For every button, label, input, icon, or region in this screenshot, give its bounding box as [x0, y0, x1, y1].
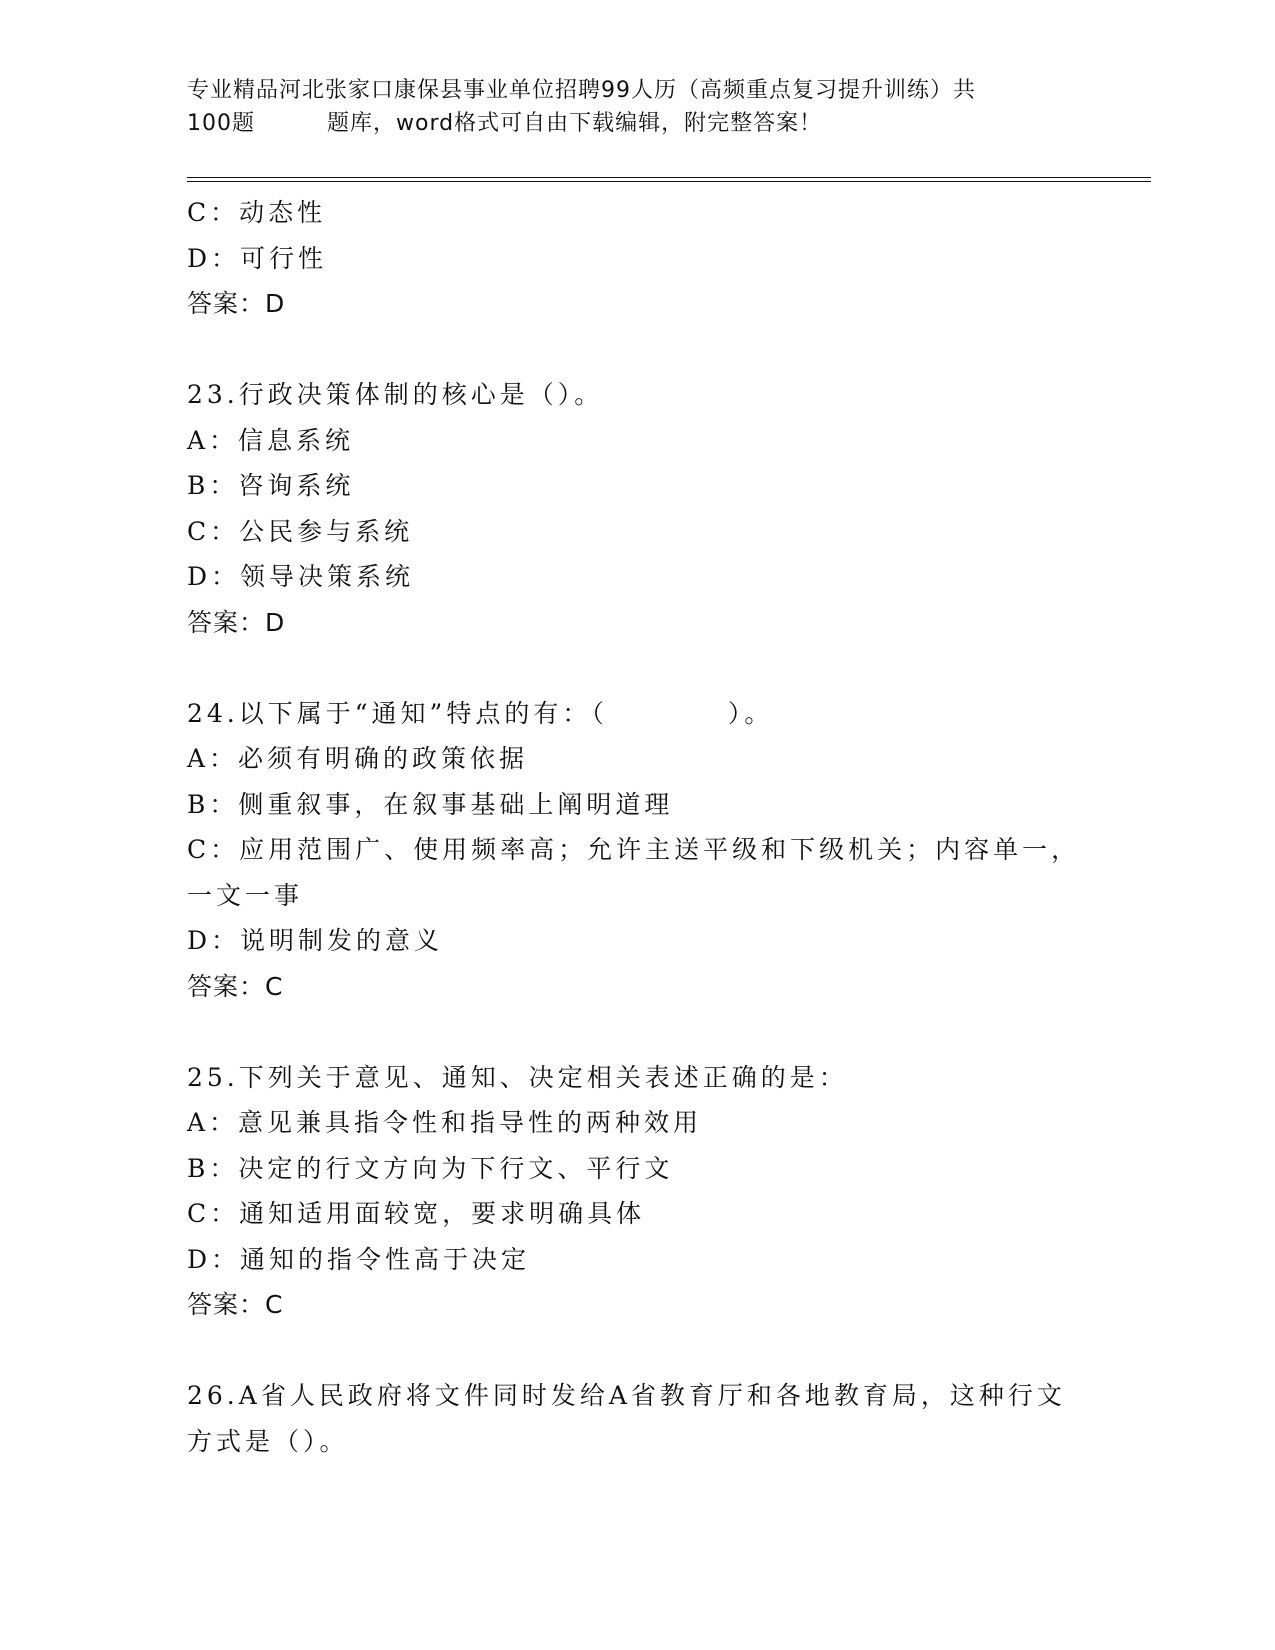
document-header: [187, 74, 1067, 140]
header-description: 题库，word格式可自由下载编辑，附完整答案！: [327, 111, 823, 136]
option-b: B：决定的行文方向为下行文、平行文: [187, 1153, 674, 1183]
question-26: [187, 1373, 1067, 1464]
question-22-continued: [187, 190, 1067, 327]
question-stem: 25.下列关于意见、通知、决定相关表述正确的是：: [187, 1062, 848, 1092]
answer: 答案：C: [187, 971, 284, 1001]
option-d: D：通知的指令性高于决定: [187, 1244, 531, 1274]
header-line-1: 专业精品河北张家口康保县事业单位招聘99人历（高频重点复习提升训练）共: [187, 78, 976, 103]
question-stem-line-1: 26.A省人民政府将文件同时发给A省教育厅和各地教育局，这种行文: [187, 1381, 1066, 1410]
question-stem: [187, 691, 1067, 737]
question-stem-left: 24.以下属于“通知”特点的有：（: [187, 698, 608, 728]
answer: 答案：C: [187, 1290, 284, 1319]
option-c: C：通知适用面较宽，要求明确具体: [187, 1199, 646, 1228]
option-c: C：动态性: [187, 198, 327, 227]
question-stem: 23.行政决策体制的核心是（）。: [187, 380, 604, 409]
option-a: A：信息系统: [187, 425, 355, 455]
header-line-2: [187, 107, 1067, 140]
option-c-line-1: C：应用范围广、使用频率高；允许主送平级和下级机关；内容单一，: [187, 835, 1081, 864]
header-divider-bottom: [187, 181, 1151, 182]
option-d: D：说明制发的意义: [187, 926, 444, 955]
answer: 答案：D: [187, 289, 286, 318]
option-d: D：领导决策系统: [187, 562, 415, 591]
question-stem-line-2: 方式是（）。: [187, 1426, 349, 1456]
question-23: [187, 372, 1067, 645]
question-24: [187, 691, 1081, 1010]
option-a: A：意见兼具指令性和指导性的两种效用: [187, 1108, 703, 1137]
option-d: D：可行性: [187, 243, 328, 273]
question-25: [187, 1055, 1067, 1328]
question-content: [187, 190, 1081, 1464]
option-b: B：咨询系统: [187, 471, 355, 500]
option-b: B：侧重叙事，在叙事基础上阐明道理: [187, 789, 674, 819]
option-c-line-2: 一文一事: [187, 880, 304, 910]
header-question-count: 100题: [187, 111, 255, 136]
question-stem-right: ）。: [727, 698, 774, 728]
option-c: C：公民参与系统: [187, 516, 414, 546]
option-a: A：必须有明确的政策依据: [187, 744, 529, 773]
header-divider-top: [187, 177, 1151, 178]
answer: 答案：D: [187, 607, 286, 637]
